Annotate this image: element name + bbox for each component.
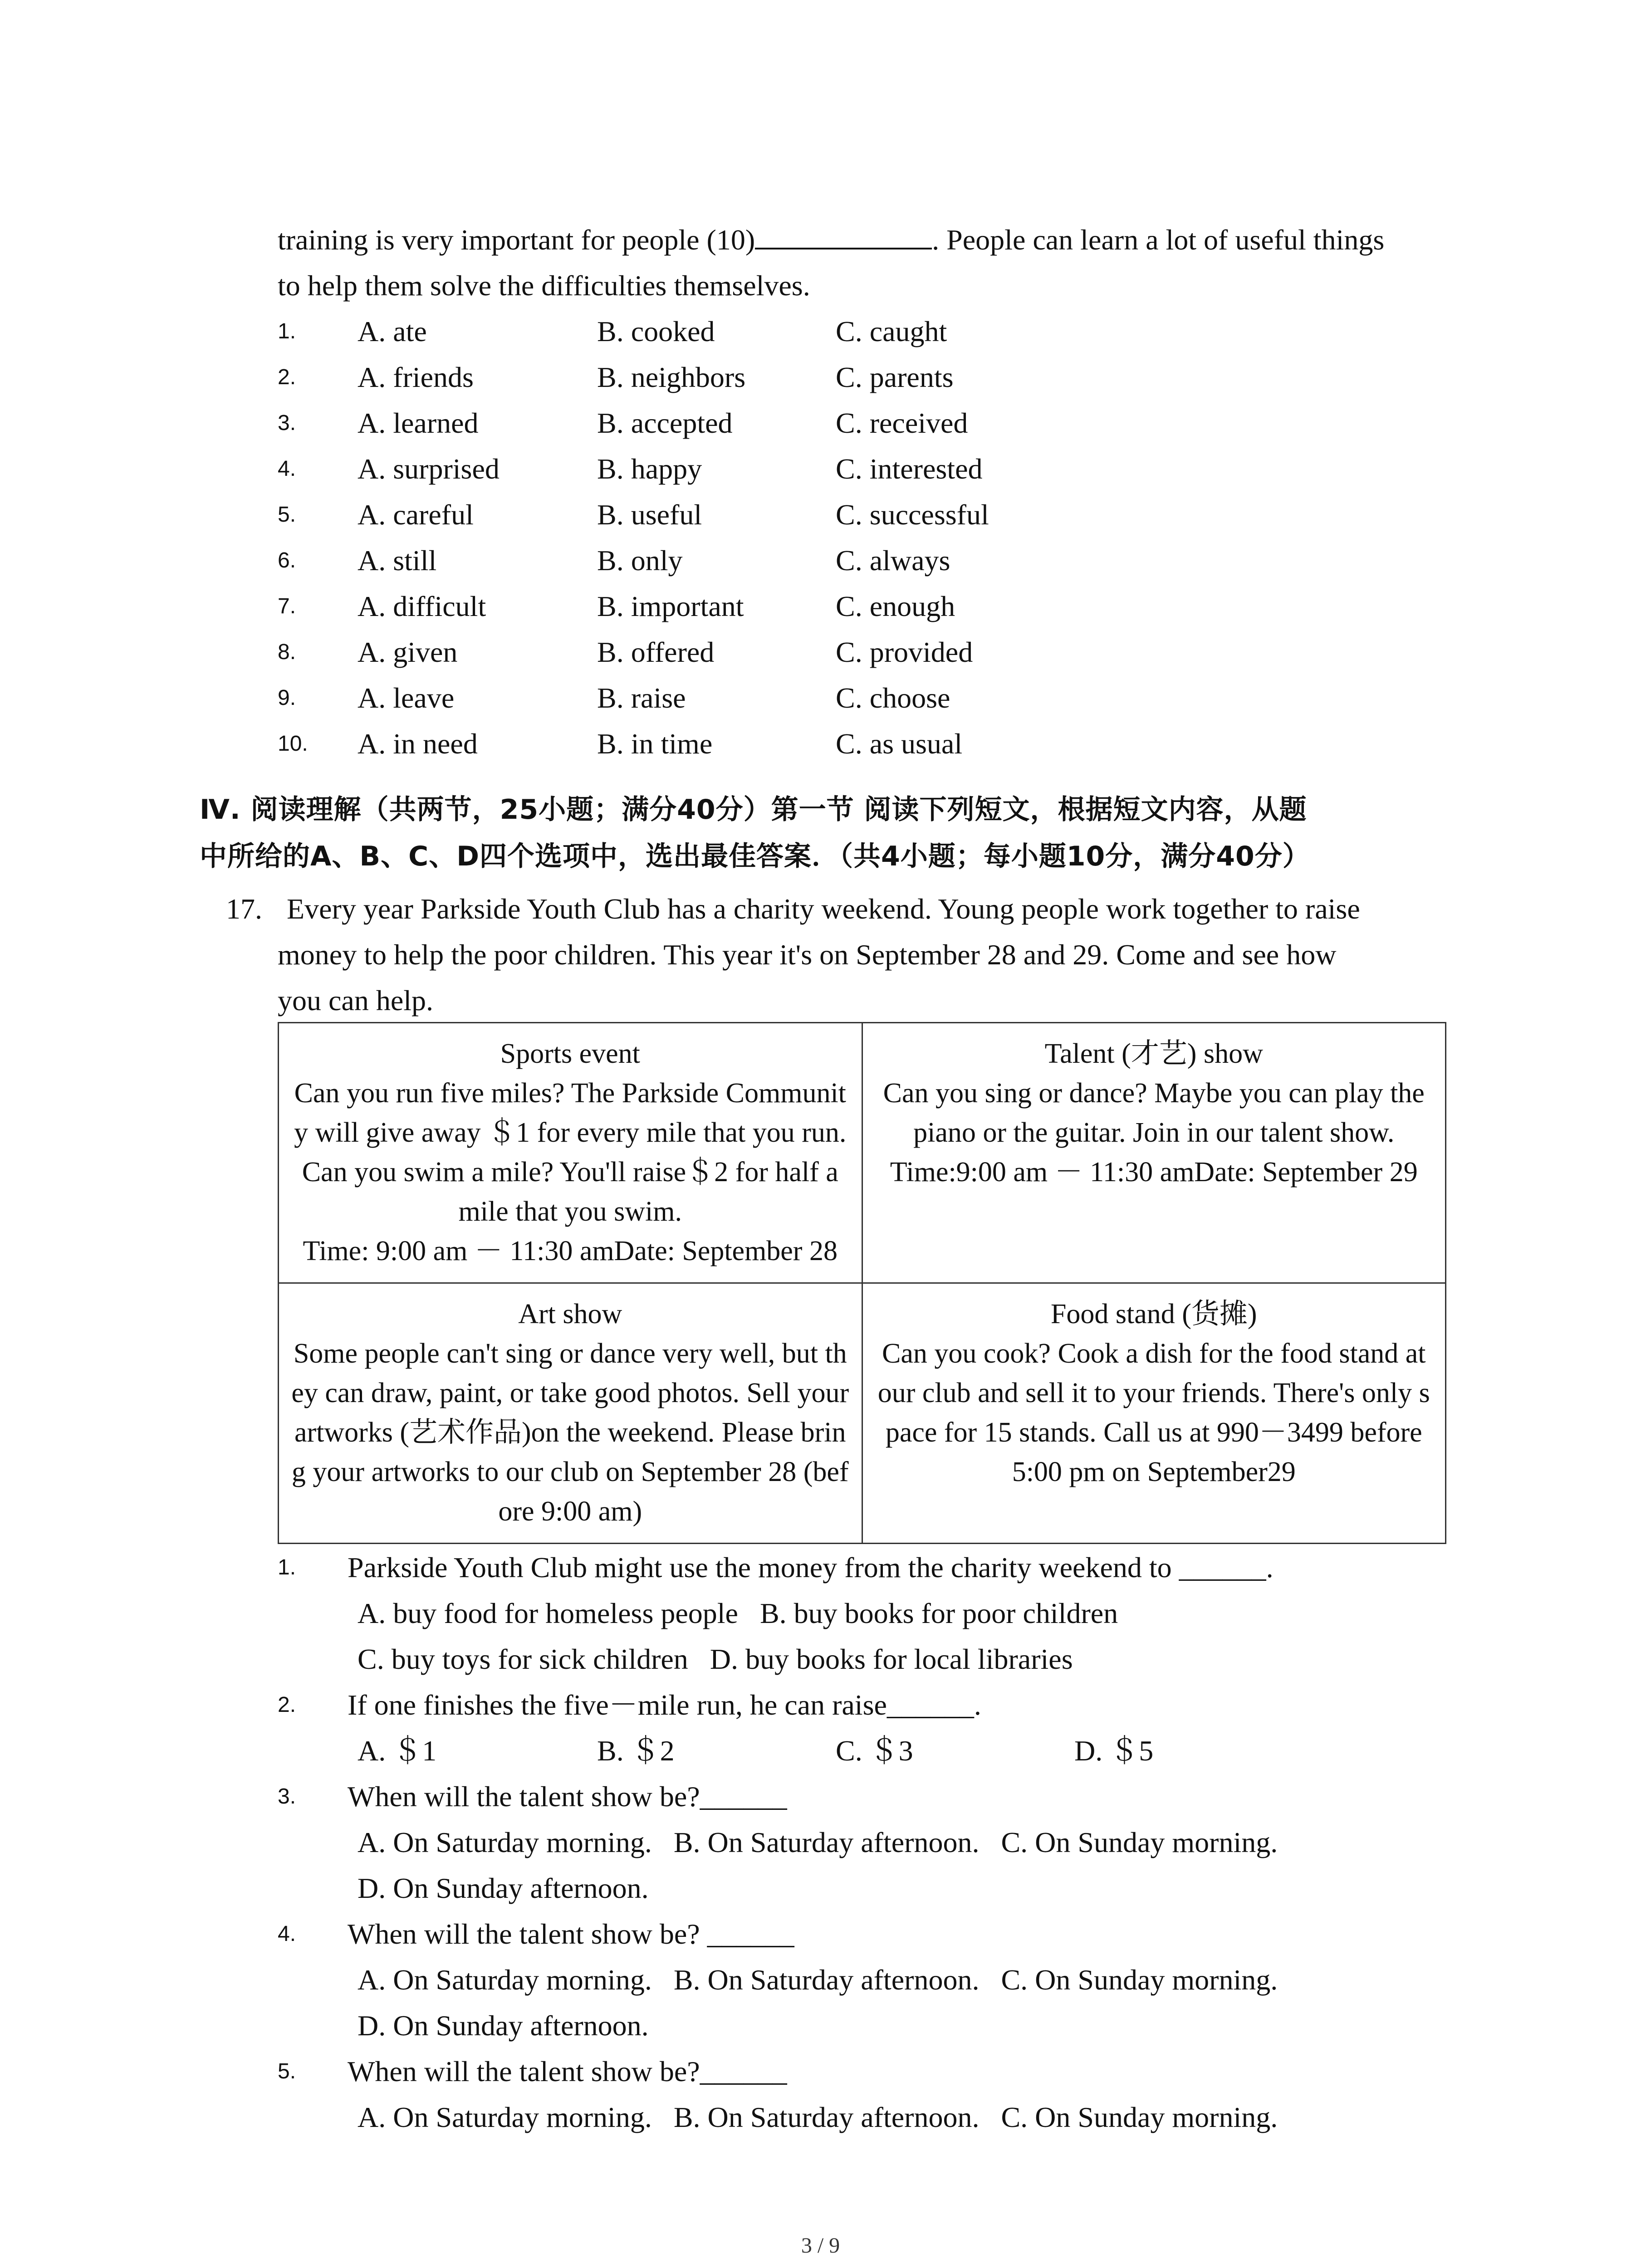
section-heading-line-1: Ⅳ. 阅读理解（共两节，25小题；满分40分）第一节 阅读下列短文，根据短文内容，从题: [200, 794, 1307, 826]
page-number: 3 / 9: [801, 2234, 840, 2258]
cloze-option-b: B. useful: [597, 499, 702, 531]
question-number: 1.: [278, 1555, 296, 1579]
question-options-line-2: D. On Sunday afternoon.: [358, 2009, 649, 2042]
option-b: B. ＄2: [597, 1735, 675, 1767]
sports-event-body: Can you run five miles? The Parkside Community will give away ＄1 for every mile that you run. Can you swim a mile? You'll raise＄2 for half a mile that you swim.: [294, 1078, 847, 1227]
question-options-line-2: D. On Sunday afternoon.: [358, 1872, 649, 1904]
passage-line-1-end: . People can learn a lot of useful things: [932, 224, 1385, 256]
cloze-option-b: B. important: [597, 590, 744, 622]
cloze-number: 4.: [278, 457, 296, 481]
question-number: 3.: [278, 1784, 296, 1809]
cloze-number: 2.: [278, 365, 296, 389]
sports-event-time: Time: 9:00 am － 11:30 amDate: September 28: [303, 1236, 838, 1266]
food-stand-cell: [862, 1283, 1446, 1544]
option-c: C. ＄3: [836, 1735, 913, 1767]
cloze-number: 8.: [278, 640, 296, 664]
cloze-option-a: A. given: [358, 636, 458, 668]
answer-blank-10: [755, 220, 932, 249]
question-options-line-1: A. On Saturday morning. B. On Saturday afternoon. C. On Sunday morning.: [358, 1826, 1278, 1858]
talent-show-title: Talent (才艺) show: [1044, 1038, 1263, 1069]
question-stem: When will the talent show be?______: [348, 1780, 787, 1813]
cloze-number: 6.: [278, 548, 296, 572]
cloze-option-b: B. cooked: [597, 315, 715, 347]
art-show-title: Art show: [518, 1299, 622, 1330]
food-stand-title: Food stand (货摊): [1050, 1299, 1257, 1330]
cloze-option-c: C. interested: [836, 453, 983, 485]
art-show-body: Some people can't sing or dance very well, but they can draw, paint, or take good photos. Sell your artworks (艺术作品)on the weekend. Please bring your artworks to our club on September 28 (before 9:00 am): [291, 1338, 849, 1527]
art-show-cell: [279, 1283, 862, 1544]
question-number: 4.: [278, 1922, 296, 1946]
question-options-line-1: A. On Saturday morning. B. On Saturday afternoon. C. On Sunday morning.: [358, 1964, 1278, 1996]
cloze-option-b: B. only: [597, 544, 683, 577]
cloze-option-a: A. learned: [358, 407, 479, 439]
section-heading-line-2: 中所给的A、B、C、D四个选项中，选出最佳答案．（共4小题；每小题10分，满分40分）: [200, 841, 1310, 872]
cloze-option-a: A. in need: [358, 728, 478, 760]
cloze-number: 5.: [278, 503, 296, 527]
cloze-option-b: B. accepted: [597, 407, 733, 439]
cloze-option-c: C. caught: [836, 315, 947, 347]
charity-events-table: [278, 1022, 1446, 1544]
cloze-option-b: B. offered: [597, 636, 715, 668]
question-stem: If one finishes the five－mile run, he can raise______.: [348, 1689, 981, 1721]
question-number: 2.: [278, 1693, 296, 1717]
talent-show-body: Can you sing or dance? Maybe you can play the piano or the guitar. Join in our talent show.: [883, 1078, 1425, 1148]
cloze-option-a: A. ate: [358, 315, 427, 347]
cloze-option-c: C. successful: [836, 499, 989, 531]
cloze-option-a: A. still: [358, 544, 437, 577]
table-row: [279, 1283, 1446, 1544]
question-options-line-2: C. buy toys for sick children D. buy books for local libraries: [358, 1643, 1073, 1675]
passage-line-1-start: training is very important for people (10): [278, 224, 755, 256]
cloze-number: 9.: [278, 686, 296, 710]
cloze-number: 7.: [278, 594, 296, 618]
cloze-number: 1.: [278, 319, 296, 343]
cloze-option-c: C. received: [836, 407, 968, 439]
table-row: [279, 1023, 1446, 1283]
reading-intro-line-2: money to help the poor children. This year it's on September 28 and 29. Come and see how: [278, 938, 1337, 971]
talent-show-cell: [862, 1023, 1446, 1283]
question-stem: Parkside Youth Club might use the money from the charity weekend to ______.: [348, 1551, 1274, 1584]
sports-event-title: Sports event: [500, 1038, 640, 1069]
cloze-option-a: A. difficult: [358, 590, 486, 622]
option-d: D. ＄5: [1074, 1735, 1154, 1767]
question-options-line-1: A. buy food for homeless people B. buy books for poor children: [358, 1597, 1118, 1629]
question-options-line-1: A. On Saturday morning. B. On Saturday afternoon. C. On Sunday morning.: [358, 2101, 1278, 2133]
cloze-number: 3.: [278, 411, 296, 435]
sports-event-cell: [279, 1023, 862, 1283]
passage-line-1: [278, 217, 1448, 263]
cloze-option-b: B. raise: [597, 682, 686, 714]
question-number-17: 17.: [226, 893, 262, 925]
cloze-option-c: C. parents: [836, 361, 954, 393]
cloze-option-a: A. careful: [358, 499, 474, 531]
cloze-option-b: B. neighbors: [597, 361, 746, 393]
question-stem: When will the talent show be?______: [348, 2055, 787, 2087]
cloze-option-c: C. provided: [836, 636, 973, 668]
question-stem: When will the talent show be? ______: [348, 1918, 794, 1950]
cloze-option-c: C. choose: [836, 682, 950, 714]
question-number: 5.: [278, 2059, 296, 2083]
talent-show-time: Time:9:00 am － 11:30 amDate: September 29: [890, 1157, 1418, 1188]
food-stand-body: Can you cook? Cook a dish for the food stand at our club and sell it to your friends. There's only space for 15 stands. Call us at 990－3499 before 5:00 pm on September29: [877, 1338, 1430, 1487]
passage-line-2: to help them solve the difficulties themselves.: [278, 269, 810, 302]
cloze-option-a: A. leave: [358, 682, 455, 714]
cloze-option-a: A. surprised: [358, 453, 500, 485]
reading-intro-line-3: you can help.: [278, 984, 433, 1017]
cloze-option-a: A. friends: [358, 361, 474, 393]
cloze-option-c: C. always: [836, 544, 950, 577]
cloze-option-b: B. in time: [597, 728, 713, 760]
cloze-option-b: B. happy: [597, 453, 702, 485]
cloze-option-c: C. as usual: [836, 728, 963, 760]
reading-intro-line-1: Every year Parkside Youth Club has a charity weekend. Young people work together to raise: [287, 893, 1360, 925]
option-a: A. ＄1: [358, 1735, 437, 1767]
cloze-number: 10.: [278, 732, 308, 756]
cloze-option-c: C. enough: [836, 590, 955, 622]
